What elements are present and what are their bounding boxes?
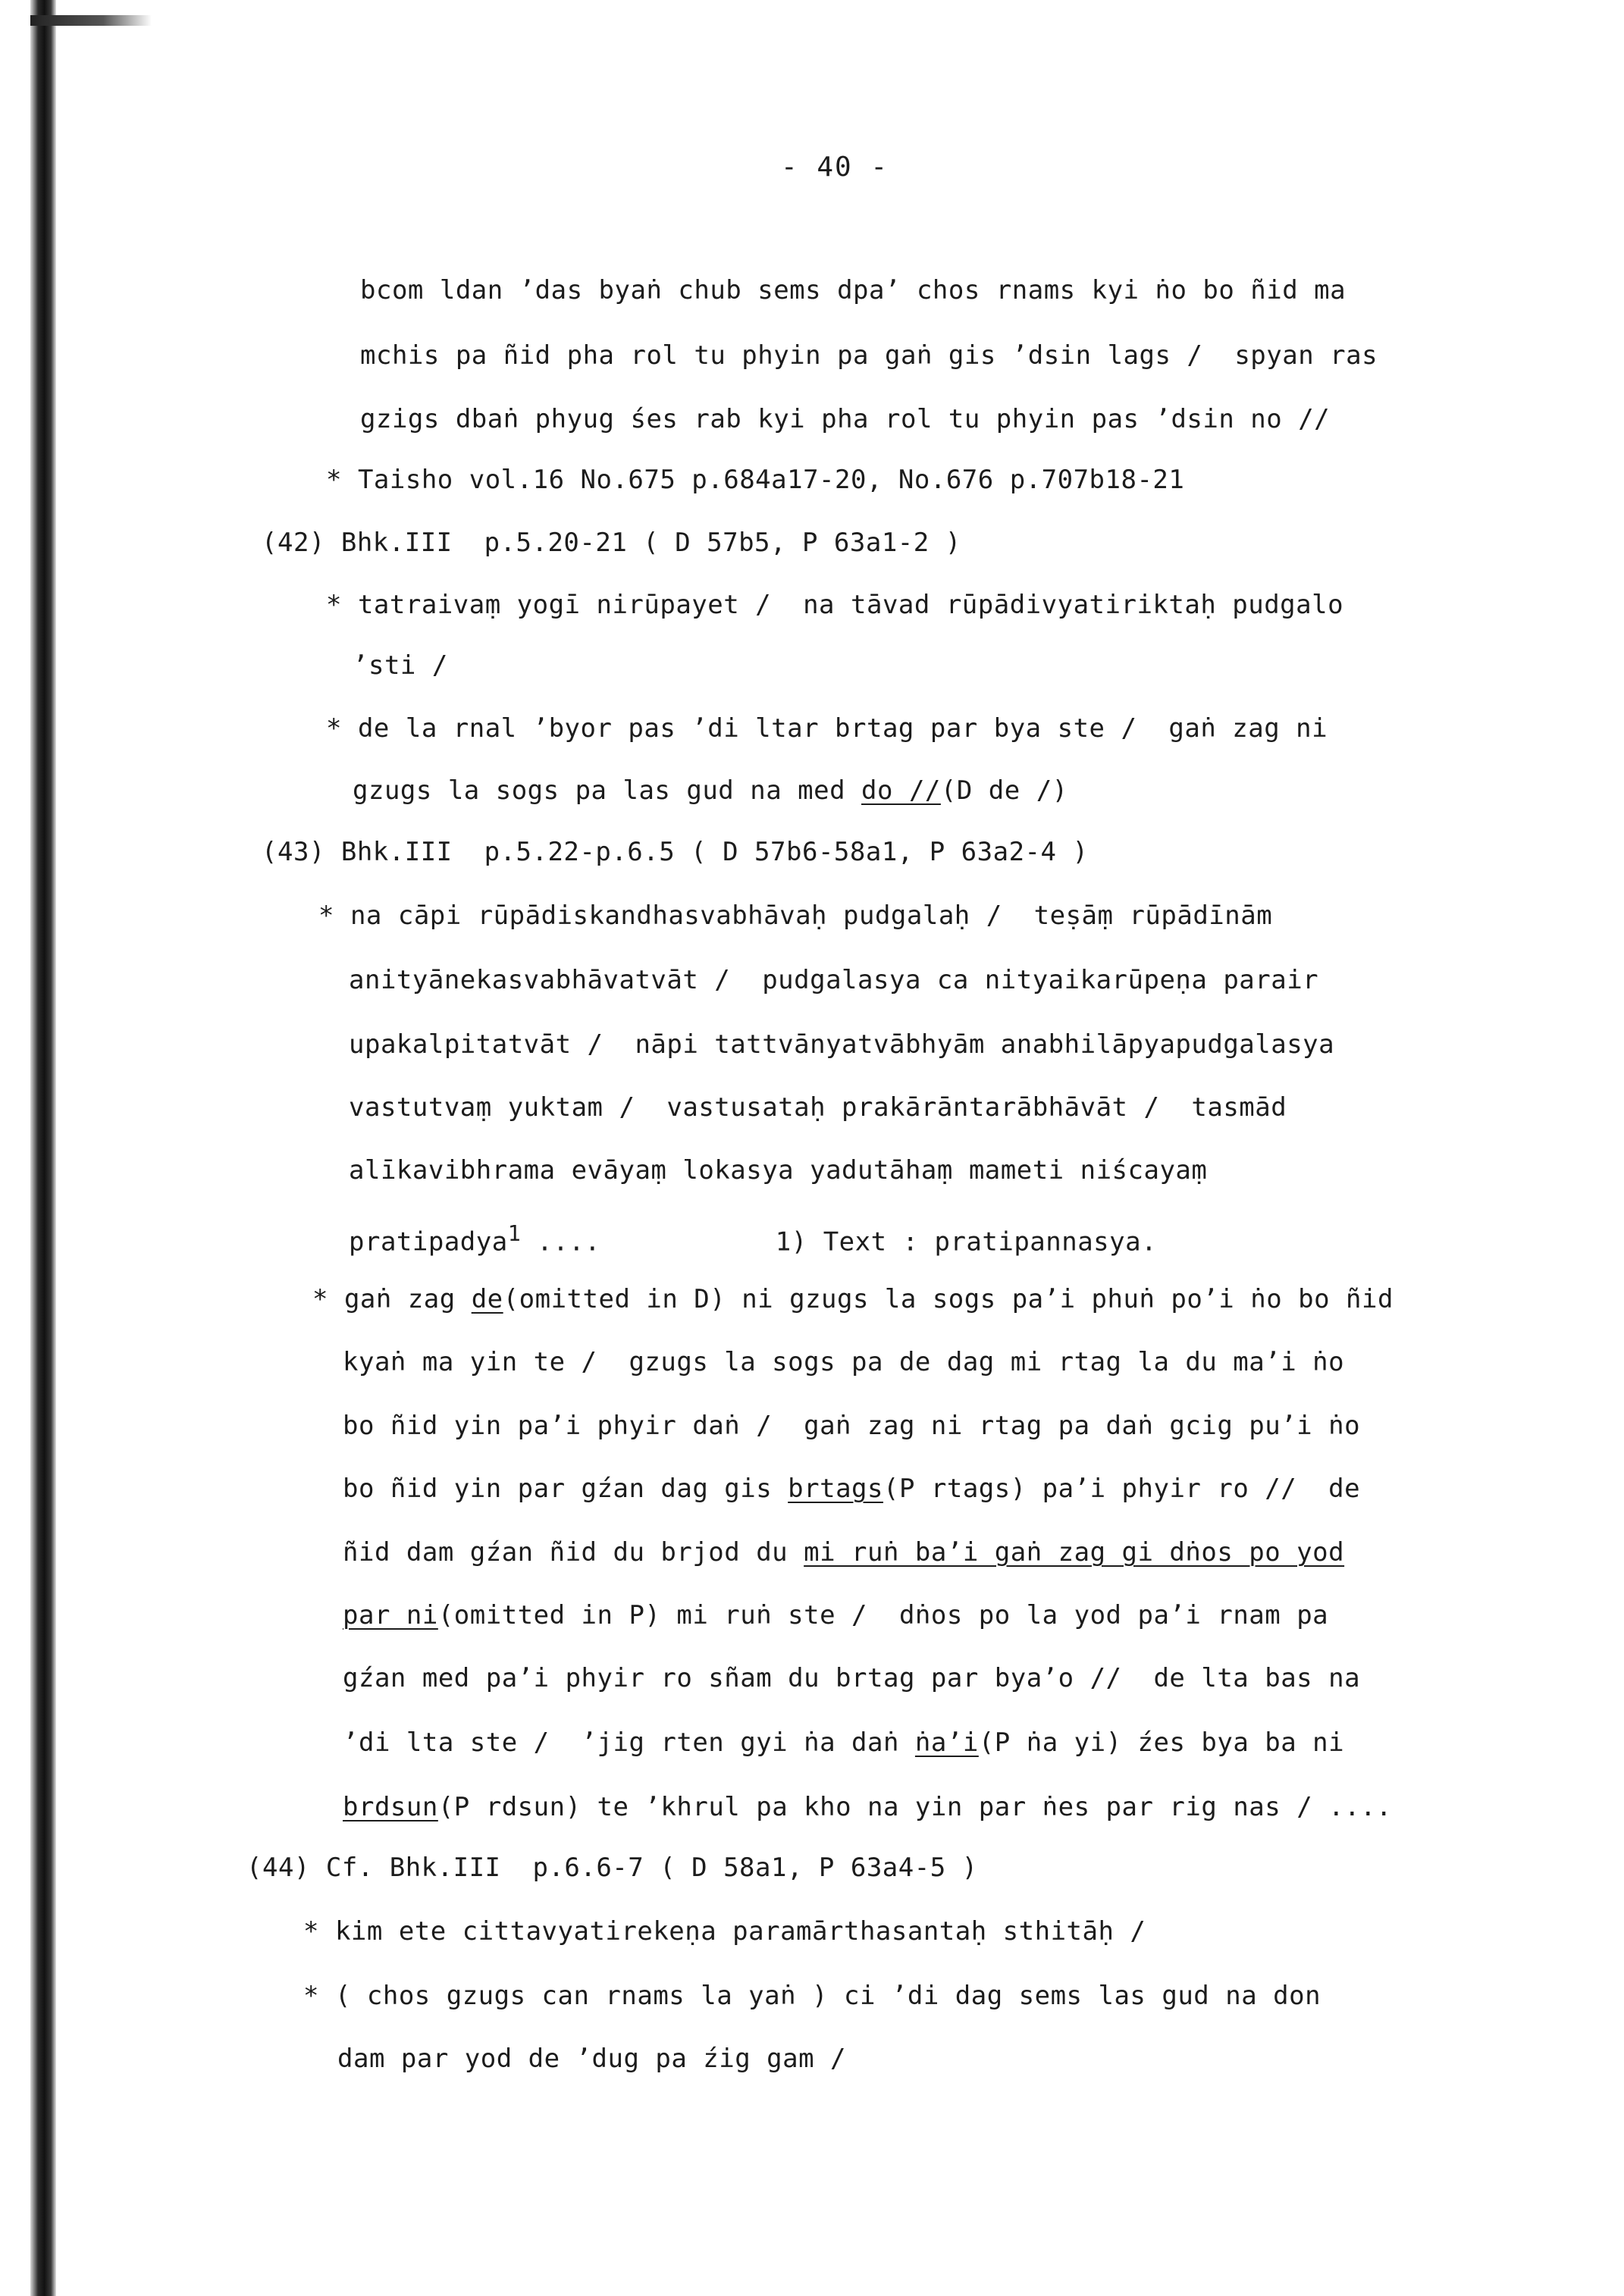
text-segment: (42) Bhk.III p.5.20-21 ( D 57b5, P 63a1-2 ) [262,528,961,558]
text-line [343,1473,1360,1505]
text-segment: (P ṅa yi) źes bya ba ni [978,1727,1345,1758]
text-line [326,589,1343,621]
page-number: - 40 - [781,152,889,183]
text-segment: pratipadya [349,1226,508,1258]
underlined-text: do // [861,775,941,806]
text-segment: * Taisho vol.16 No.675 p.684a17-20, No.676 p.707b18-21 [326,465,1185,495]
text-segment: vastutvaṃ yuktam / vastusataḥ prakārāntarābhāvāt / tasmād [349,1092,1287,1123]
text-line [326,713,1328,744]
text-line [262,836,1088,868]
text-line [349,1218,1157,1258]
text-segment: kyaṅ ma yin te / gzugs la sogs pa de dag mi rtag la du maʼi ṅo [343,1347,1345,1377]
underlined-text: ṅaʼi [914,1727,979,1758]
text-line [312,1283,1394,1315]
text-segment: upakalpitatvāt / nāpi tattvānyatvābhyām anabhilāpyapudgalasya [349,1029,1335,1060]
text-line [353,775,1068,807]
text-segment: ñid dam gźan ñid du brjod du [343,1537,804,1568]
text-segment: anityānekasvabhāvatvāt / pudgalasya ca nityaikarūpeṇa parair [349,965,1319,995]
text-line [353,650,448,681]
text-line [303,1980,1321,2012]
text-line [303,1915,1146,1947]
text-line [343,1662,1360,1694]
text-segment: * de la rnal ʼbyor pas ʼdi ltar brtag par bya ste / gaṅ zag ni [326,713,1328,744]
text-segment: gźan med paʼi phyir ro sñam du brtag par byaʼo // de lta bas na [343,1663,1361,1693]
underlined-text: par ni [343,1600,438,1630]
text-segment: * kim ete cittavyatirekeṇa paramārthasantaḥ sthitāḥ / [303,1916,1146,1947]
binding-edge-top [30,15,152,26]
footnote-marker: 1 [507,1221,522,1246]
text-line [343,1536,1344,1568]
text-segment: (P rdsun) te ʼkhrul pa kho na yin par ṅes par rig nas / .... [437,1792,1393,1822]
text-segment: alīkavibhrama evāyaṃ lokasya yadutāhaṃ mameti niścayaṃ [349,1155,1208,1186]
text-segment: * ( chos gzugs can rnams la yaṅ ) ci ʼdi dag sems las gud na don [303,1981,1321,2011]
underlined-text: brdsun [343,1792,438,1822]
text-line [349,1154,1207,1186]
text-line [360,340,1378,371]
underlined-text: mi ruṅ baʼi gaṅ zag gi dṅos po yod [804,1537,1345,1568]
text-line [337,2043,846,2075]
text-line [343,1599,1328,1631]
text-line [343,1727,1344,1759]
text-segment: * tatraivaṃ yogī nirūpayet / na tāvad rūpādivyatiriktaḥ pudgalo [326,590,1344,620]
text-segment: (P rtags) paʼi phyir ro // de [883,1474,1361,1504]
text-line [349,964,1318,996]
text-segment: * na cāpi rūpādiskandhasvabhāvaḥ pudgalaḥ / teṣāṃ rūpādīnām [318,901,1273,931]
text-segment: bcom ldan ʼdas byaṅ chub sems dpaʼ chos rnams kyi ṅo bo ñid ma [360,275,1347,305]
text-segment: (D de /) [940,775,1068,806]
underlined-text: brtags [788,1474,883,1504]
text-line [343,1410,1360,1442]
text-segment: mchis pa ñid pha rol tu phyin pa gaṅ gis ʼdsin lags / spyan ras [360,340,1378,371]
text-segment: gzigs dbaṅ phyug śes rab kyi pha rol tu phyin pas ʼdsin no // [360,404,1331,434]
text-line [262,527,961,559]
text-segment: (43) Bhk.III p.5.22-p.6.5 ( D 57b6-58a1, P 63a2-4 ) [262,837,1089,867]
text-segment: bo ñid yin paʼi phyir daṅ / gaṅ zag ni rtag pa daṅ gcig puʼi ṅo [343,1411,1361,1441]
text-segment: ʼdi lta ste / ʼjig rten gyi ṅa daṅ [343,1727,915,1758]
text-segment: (omitted in D) ni gzugs la sogs paʼi phuṅ poʼi ṅo bo ñid [503,1284,1394,1314]
text-segment: bo ñid yin par gźan dag gis [343,1474,788,1504]
text-segment: (omitted in P) mi ruṅ ste / dṅos po la yod paʼi rnam pa [437,1600,1329,1630]
text-segment: gzugs la sogs pa las gud na med [353,775,862,806]
binding-edge [30,0,56,2296]
text-line [343,1346,1344,1378]
text-segment: * gaṅ zag [312,1284,472,1314]
text-line [318,900,1272,932]
text-segment: .... 1) Text : pratipannasya. [521,1226,1158,1258]
underlined-text: de [471,1284,503,1314]
text-line [360,403,1330,435]
text-line [343,1791,1392,1823]
text-line [349,1092,1287,1123]
text-segment: dam par yod de ʼdug pa źig gam / [337,2044,847,2074]
text-line [246,1852,978,1884]
text-line [360,274,1346,306]
text-segment: ʼsti / [353,650,448,681]
text-line [326,464,1184,496]
text-line [349,1029,1334,1060]
text-segment: (44) Cf. Bhk.III p.6.6-7 ( D 58a1, P 63a4-5 ) [246,1853,978,1883]
